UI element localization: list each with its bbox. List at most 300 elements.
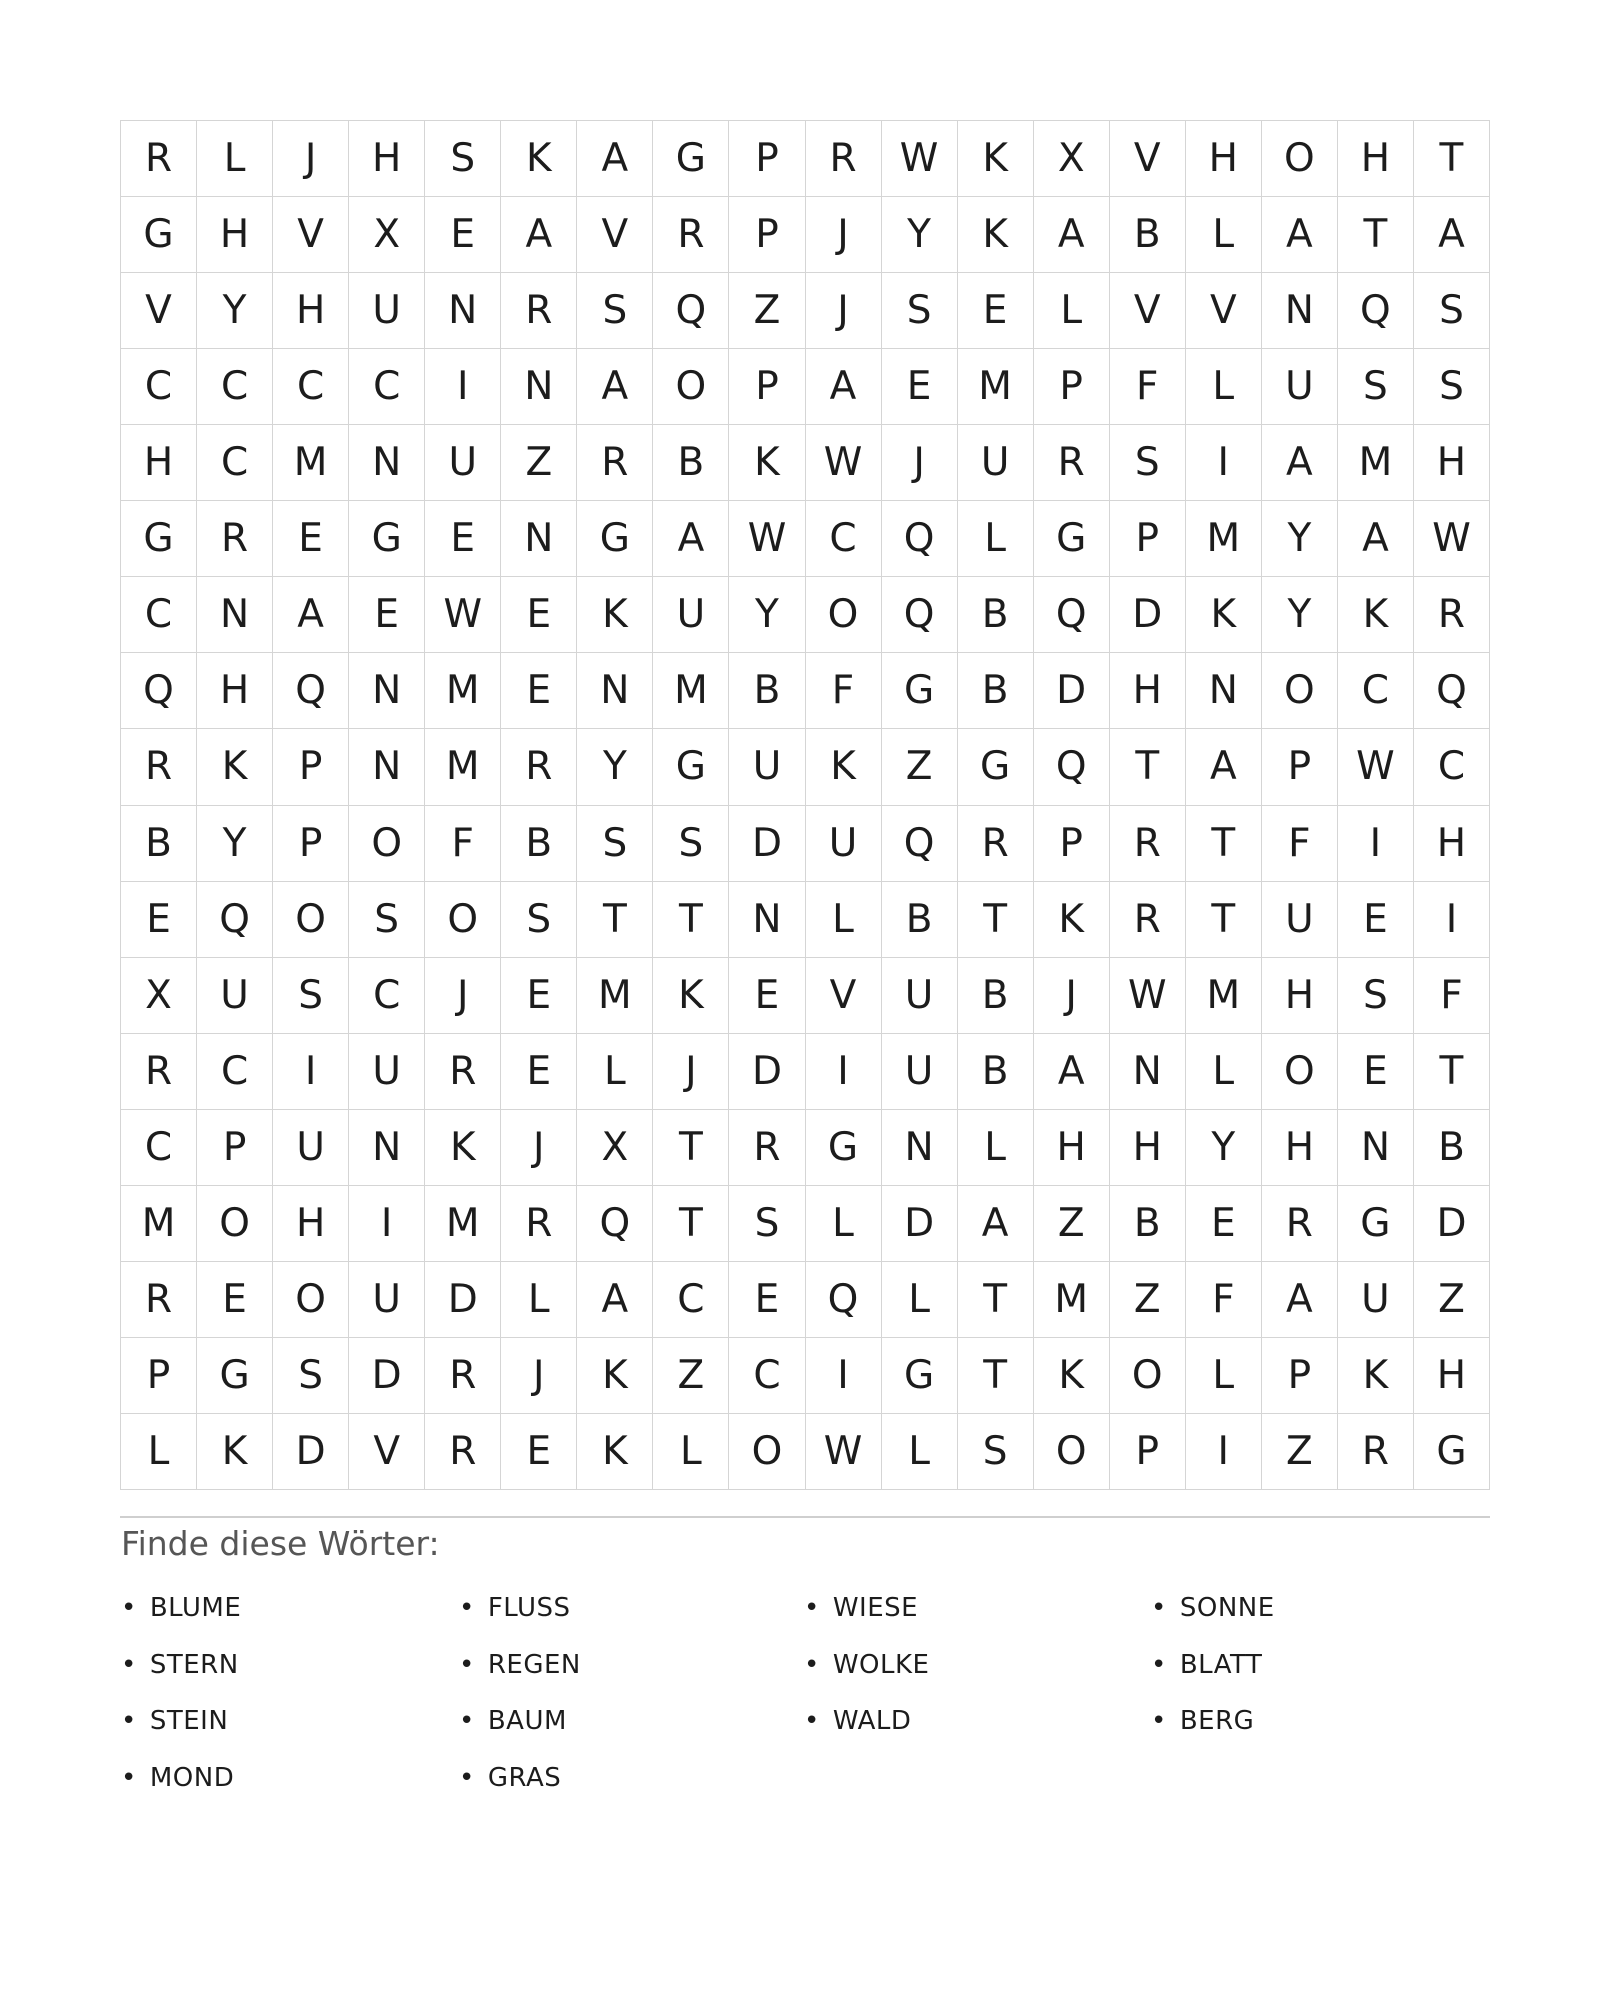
grid-cell[interactable]: O xyxy=(273,1262,349,1338)
grid-cell[interactable]: Q xyxy=(1338,273,1414,349)
grid-cell[interactable]: N xyxy=(425,273,501,349)
grid-cell[interactable]: D xyxy=(1110,577,1186,653)
grid-cell[interactable]: E xyxy=(501,653,577,729)
grid-cell[interactable]: A xyxy=(1338,501,1414,577)
grid-cell[interactable]: C xyxy=(729,1338,805,1414)
grid-cell[interactable]: W xyxy=(1110,958,1186,1034)
grid-cell[interactable]: E xyxy=(197,1262,273,1338)
grid-cell[interactable]: N xyxy=(349,729,425,805)
grid-cell[interactable]: K xyxy=(653,958,729,1034)
grid-cell[interactable]: L xyxy=(1186,349,1262,425)
grid-cell[interactable]: W xyxy=(1338,729,1414,805)
grid-cell[interactable]: V xyxy=(577,197,653,273)
grid-cell[interactable]: L xyxy=(882,1262,958,1338)
grid-cell[interactable]: U xyxy=(349,1034,425,1110)
grid-cell[interactable]: M xyxy=(273,425,349,501)
grid-cell[interactable]: X xyxy=(1034,121,1110,197)
grid-cell[interactable]: D xyxy=(273,1414,349,1490)
grid-cell[interactable]: I xyxy=(1414,882,1490,958)
grid-cell[interactable]: R xyxy=(1110,882,1186,958)
grid-cell[interactable]: L xyxy=(653,1414,729,1490)
grid-cell[interactable]: C xyxy=(197,1034,273,1110)
grid-cell[interactable]: K xyxy=(958,197,1034,273)
grid-cell[interactable]: R xyxy=(425,1034,501,1110)
grid-cell[interactable]: R xyxy=(501,1186,577,1262)
grid-cell[interactable]: L xyxy=(501,1262,577,1338)
grid-cell[interactable]: T xyxy=(958,882,1034,958)
grid-cell[interactable]: F xyxy=(1186,1262,1262,1338)
grid-cell[interactable]: O xyxy=(653,349,729,425)
grid-cell[interactable]: U xyxy=(653,577,729,653)
grid-cell[interactable]: G xyxy=(197,1338,273,1414)
grid-cell[interactable]: P xyxy=(1110,501,1186,577)
grid-cell[interactable]: F xyxy=(806,653,882,729)
grid-cell[interactable]: R xyxy=(501,273,577,349)
grid-cell[interactable]: O xyxy=(349,806,425,882)
grid-cell[interactable]: T xyxy=(958,1338,1034,1414)
grid-cell[interactable]: N xyxy=(197,577,273,653)
grid-cell[interactable]: A xyxy=(501,197,577,273)
grid-cell[interactable]: Z xyxy=(1110,1262,1186,1338)
grid-cell[interactable]: M xyxy=(1338,425,1414,501)
grid-cell[interactable]: R xyxy=(577,425,653,501)
grid-cell[interactable]: Q xyxy=(197,882,273,958)
grid-cell[interactable]: W xyxy=(425,577,501,653)
grid-cell[interactable]: Q xyxy=(577,1186,653,1262)
grid-cell[interactable]: U xyxy=(349,1262,425,1338)
grid-cell[interactable]: R xyxy=(197,501,273,577)
grid-cell[interactable]: F xyxy=(1262,806,1338,882)
grid-cell[interactable]: C xyxy=(1414,729,1490,805)
grid-cell[interactable]: X xyxy=(577,1110,653,1186)
grid-cell[interactable]: T xyxy=(1414,1034,1490,1110)
grid-cell[interactable]: O xyxy=(273,882,349,958)
grid-cell[interactable]: T xyxy=(577,882,653,958)
grid-cell[interactable]: S xyxy=(958,1414,1034,1490)
grid-cell[interactable]: T xyxy=(1338,197,1414,273)
grid-cell[interactable]: R xyxy=(121,121,197,197)
grid-cell[interactable]: J xyxy=(806,197,882,273)
grid-cell[interactable]: L xyxy=(1186,1338,1262,1414)
grid-cell[interactable]: T xyxy=(1186,806,1262,882)
grid-cell[interactable]: K xyxy=(425,1110,501,1186)
grid-cell[interactable]: L xyxy=(197,121,273,197)
grid-cell[interactable]: J xyxy=(653,1034,729,1110)
grid-cell[interactable]: K xyxy=(958,121,1034,197)
grid-cell[interactable]: Q xyxy=(882,501,958,577)
grid-cell[interactable]: L xyxy=(806,882,882,958)
grid-cell[interactable]: Y xyxy=(729,577,805,653)
grid-cell[interactable]: M xyxy=(1034,1262,1110,1338)
grid-cell[interactable]: K xyxy=(1338,1338,1414,1414)
grid-cell[interactable]: K xyxy=(1034,882,1110,958)
grid-cell[interactable]: S xyxy=(729,1186,805,1262)
grid-cell[interactable]: T xyxy=(653,882,729,958)
grid-cell[interactable]: A xyxy=(653,501,729,577)
grid-cell[interactable]: L xyxy=(577,1034,653,1110)
grid-cell[interactable]: X xyxy=(349,197,425,273)
grid-cell[interactable]: N xyxy=(501,501,577,577)
grid-cell[interactable]: K xyxy=(1034,1338,1110,1414)
grid-cell[interactable]: N xyxy=(1338,1110,1414,1186)
grid-cell[interactable]: M xyxy=(121,1186,197,1262)
grid-cell[interactable]: C xyxy=(806,501,882,577)
grid-cell[interactable]: S xyxy=(1110,425,1186,501)
grid-cell[interactable]: H xyxy=(1034,1110,1110,1186)
grid-cell[interactable]: V xyxy=(121,273,197,349)
grid-cell[interactable]: H xyxy=(197,197,273,273)
grid-cell[interactable]: E xyxy=(349,577,425,653)
grid-cell[interactable]: U xyxy=(273,1110,349,1186)
grid-cell[interactable]: S xyxy=(577,806,653,882)
grid-cell[interactable]: T xyxy=(1110,729,1186,805)
grid-cell[interactable]: Z xyxy=(1034,1186,1110,1262)
grid-cell[interactable]: H xyxy=(121,425,197,501)
grid-cell[interactable]: M xyxy=(577,958,653,1034)
grid-cell[interactable]: Z xyxy=(729,273,805,349)
grid-cell[interactable]: H xyxy=(1414,425,1490,501)
grid-cell[interactable]: F xyxy=(1414,958,1490,1034)
grid-cell[interactable]: I xyxy=(806,1034,882,1110)
grid-cell[interactable]: J xyxy=(806,273,882,349)
grid-cell[interactable]: G xyxy=(882,653,958,729)
grid-cell[interactable]: B xyxy=(653,425,729,501)
grid-cell[interactable]: G xyxy=(653,121,729,197)
grid-cell[interactable]: D xyxy=(1414,1186,1490,1262)
grid-cell[interactable]: E xyxy=(1338,1034,1414,1110)
grid-cell[interactable]: G xyxy=(577,501,653,577)
grid-cell[interactable]: I xyxy=(273,1034,349,1110)
grid-cell[interactable]: G xyxy=(121,501,197,577)
grid-cell[interactable]: S xyxy=(425,121,501,197)
grid-cell[interactable]: J xyxy=(1034,958,1110,1034)
grid-cell[interactable]: Q xyxy=(882,577,958,653)
grid-cell[interactable]: Z xyxy=(882,729,958,805)
grid-cell[interactable]: E xyxy=(501,577,577,653)
grid-cell[interactable]: G xyxy=(806,1110,882,1186)
grid-cell[interactable]: U xyxy=(349,273,425,349)
grid-cell[interactable]: H xyxy=(1414,806,1490,882)
grid-cell[interactable]: B xyxy=(882,882,958,958)
grid-cell[interactable]: P xyxy=(273,806,349,882)
grid-cell[interactable]: G xyxy=(121,197,197,273)
grid-cell[interactable]: O xyxy=(806,577,882,653)
grid-cell[interactable]: H xyxy=(349,121,425,197)
grid-cell[interactable]: H xyxy=(1110,653,1186,729)
grid-cell[interactable]: R xyxy=(1110,806,1186,882)
grid-cell[interactable]: D xyxy=(425,1262,501,1338)
grid-cell[interactable]: A xyxy=(1262,425,1338,501)
grid-cell[interactable]: E xyxy=(501,958,577,1034)
grid-cell[interactable]: M xyxy=(425,653,501,729)
grid-cell[interactable]: V xyxy=(1186,273,1262,349)
grid-cell[interactable]: H xyxy=(197,653,273,729)
grid-cell[interactable]: Q xyxy=(1034,577,1110,653)
grid-cell[interactable]: C xyxy=(1338,653,1414,729)
grid-cell[interactable]: V xyxy=(349,1414,425,1490)
grid-cell[interactable]: N xyxy=(1186,653,1262,729)
grid-cell[interactable]: O xyxy=(197,1186,273,1262)
grid-cell[interactable]: B xyxy=(958,653,1034,729)
grid-cell[interactable]: C xyxy=(349,958,425,1034)
grid-cell[interactable]: N xyxy=(349,1110,425,1186)
grid-cell[interactable]: E xyxy=(958,273,1034,349)
grid-cell[interactable]: E xyxy=(729,1262,805,1338)
grid-cell[interactable]: B xyxy=(501,806,577,882)
grid-cell[interactable]: S xyxy=(653,806,729,882)
grid-cell[interactable]: R xyxy=(729,1110,805,1186)
grid-cell[interactable]: D xyxy=(729,1034,805,1110)
grid-cell[interactable]: V xyxy=(1110,121,1186,197)
grid-cell[interactable]: U xyxy=(1262,882,1338,958)
grid-cell[interactable]: W xyxy=(882,121,958,197)
grid-cell[interactable]: C xyxy=(349,349,425,425)
grid-cell[interactable]: E xyxy=(729,958,805,1034)
grid-cell[interactable]: N xyxy=(1110,1034,1186,1110)
grid-cell[interactable]: Y xyxy=(1262,577,1338,653)
grid-cell[interactable]: B xyxy=(121,806,197,882)
grid-cell[interactable]: V xyxy=(806,958,882,1034)
grid-cell[interactable]: W xyxy=(806,1414,882,1490)
grid-cell[interactable]: K xyxy=(577,577,653,653)
grid-cell[interactable]: R xyxy=(1262,1186,1338,1262)
grid-cell[interactable]: C xyxy=(653,1262,729,1338)
grid-cell[interactable]: U xyxy=(729,729,805,805)
grid-cell[interactable]: S xyxy=(501,882,577,958)
grid-cell[interactable]: T xyxy=(1186,882,1262,958)
grid-cell[interactable]: N xyxy=(349,653,425,729)
grid-cell[interactable]: D xyxy=(729,806,805,882)
grid-cell[interactable]: Z xyxy=(653,1338,729,1414)
grid-cell[interactable]: C xyxy=(121,577,197,653)
grid-cell[interactable]: P xyxy=(729,349,805,425)
grid-cell[interactable]: H xyxy=(1414,1338,1490,1414)
grid-cell[interactable]: O xyxy=(1262,653,1338,729)
grid-cell[interactable]: O xyxy=(425,882,501,958)
grid-cell[interactable]: K xyxy=(729,425,805,501)
grid-cell[interactable]: Q xyxy=(1414,653,1490,729)
grid-cell[interactable]: R xyxy=(121,1262,197,1338)
grid-cell[interactable]: J xyxy=(501,1110,577,1186)
grid-cell[interactable]: G xyxy=(958,729,1034,805)
grid-cell[interactable]: E xyxy=(501,1414,577,1490)
grid-cell[interactable]: B xyxy=(958,577,1034,653)
grid-cell[interactable]: D xyxy=(349,1338,425,1414)
grid-cell[interactable]: A xyxy=(577,121,653,197)
grid-cell[interactable]: G xyxy=(349,501,425,577)
grid-cell[interactable]: P xyxy=(1034,349,1110,425)
grid-cell[interactable]: B xyxy=(1414,1110,1490,1186)
grid-cell[interactable]: P xyxy=(729,121,805,197)
grid-cell[interactable]: S xyxy=(349,882,425,958)
grid-cell[interactable]: R xyxy=(1338,1414,1414,1490)
grid-cell[interactable]: X xyxy=(121,958,197,1034)
grid-cell[interactable]: R xyxy=(806,121,882,197)
grid-cell[interactable]: P xyxy=(729,197,805,273)
grid-cell[interactable]: C xyxy=(121,349,197,425)
grid-cell[interactable]: D xyxy=(882,1186,958,1262)
grid-cell[interactable]: R xyxy=(653,197,729,273)
grid-cell[interactable]: B xyxy=(729,653,805,729)
grid-cell[interactable]: R xyxy=(958,806,1034,882)
grid-cell[interactable]: O xyxy=(729,1414,805,1490)
grid-cell[interactable]: N xyxy=(729,882,805,958)
grid-cell[interactable]: T xyxy=(958,1262,1034,1338)
grid-cell[interactable]: Q xyxy=(121,653,197,729)
grid-cell[interactable]: U xyxy=(1338,1262,1414,1338)
grid-cell[interactable]: J xyxy=(273,121,349,197)
grid-cell[interactable]: E xyxy=(425,501,501,577)
grid-cell[interactable]: A xyxy=(1262,1262,1338,1338)
grid-cell[interactable]: J xyxy=(425,958,501,1034)
grid-cell[interactable]: E xyxy=(273,501,349,577)
grid-cell[interactable]: A xyxy=(1034,1034,1110,1110)
grid-cell[interactable]: Y xyxy=(197,806,273,882)
grid-cell[interactable]: H xyxy=(1110,1110,1186,1186)
grid-cell[interactable]: P xyxy=(1262,1338,1338,1414)
grid-cell[interactable]: R xyxy=(425,1338,501,1414)
grid-cell[interactable]: N xyxy=(501,349,577,425)
grid-cell[interactable]: G xyxy=(653,729,729,805)
grid-cell[interactable]: T xyxy=(653,1186,729,1262)
grid-cell[interactable]: G xyxy=(882,1338,958,1414)
grid-cell[interactable]: C xyxy=(197,425,273,501)
grid-cell[interactable]: A xyxy=(806,349,882,425)
grid-cell[interactable]: H xyxy=(273,273,349,349)
grid-cell[interactable]: O xyxy=(1262,1034,1338,1110)
grid-cell[interactable]: M xyxy=(653,653,729,729)
grid-cell[interactable]: Y xyxy=(197,273,273,349)
grid-cell[interactable]: Y xyxy=(882,197,958,273)
grid-cell[interactable]: Y xyxy=(1186,1110,1262,1186)
grid-cell[interactable]: H xyxy=(1262,958,1338,1034)
grid-cell[interactable]: J xyxy=(882,425,958,501)
grid-cell[interactable]: U xyxy=(882,1034,958,1110)
grid-cell[interactable]: S xyxy=(577,273,653,349)
grid-cell[interactable]: Y xyxy=(1262,501,1338,577)
grid-cell[interactable]: W xyxy=(1414,501,1490,577)
grid-cell[interactable]: A xyxy=(1034,197,1110,273)
grid-cell[interactable]: K xyxy=(806,729,882,805)
grid-cell[interactable]: L xyxy=(1186,1034,1262,1110)
grid-cell[interactable]: R xyxy=(121,1034,197,1110)
grid-cell[interactable]: Y xyxy=(577,729,653,805)
grid-cell[interactable]: Z xyxy=(1262,1414,1338,1490)
grid-cell[interactable]: D xyxy=(1034,653,1110,729)
grid-cell[interactable]: U xyxy=(806,806,882,882)
grid-cell[interactable]: S xyxy=(882,273,958,349)
grid-cell[interactable]: Z xyxy=(1414,1262,1490,1338)
grid-cell[interactable]: A xyxy=(958,1186,1034,1262)
grid-cell[interactable]: L xyxy=(958,501,1034,577)
grid-cell[interactable]: M xyxy=(425,1186,501,1262)
grid-cell[interactable]: B xyxy=(1110,1186,1186,1262)
grid-cell[interactable]: P xyxy=(1034,806,1110,882)
grid-cell[interactable]: J xyxy=(501,1338,577,1414)
grid-cell[interactable]: O xyxy=(1034,1414,1110,1490)
grid-cell[interactable]: S xyxy=(1414,349,1490,425)
grid-cell[interactable]: F xyxy=(1110,349,1186,425)
grid-cell[interactable]: U xyxy=(1262,349,1338,425)
grid-cell[interactable]: L xyxy=(121,1414,197,1490)
grid-cell[interactable]: M xyxy=(1186,501,1262,577)
grid-cell[interactable]: T xyxy=(1414,121,1490,197)
grid-cell[interactable]: R xyxy=(121,729,197,805)
grid-cell[interactable]: S xyxy=(1338,349,1414,425)
grid-cell[interactable]: B xyxy=(1110,197,1186,273)
grid-cell[interactable]: A xyxy=(1262,197,1338,273)
grid-cell[interactable]: K xyxy=(197,729,273,805)
grid-cell[interactable]: V xyxy=(1110,273,1186,349)
grid-cell[interactable]: R xyxy=(1034,425,1110,501)
grid-cell[interactable]: U xyxy=(958,425,1034,501)
grid-cell[interactable]: L xyxy=(1186,197,1262,273)
grid-cell[interactable]: C xyxy=(197,349,273,425)
grid-cell[interactable]: E xyxy=(425,197,501,273)
grid-cell[interactable]: B xyxy=(958,1034,1034,1110)
grid-cell[interactable]: P xyxy=(1262,729,1338,805)
grid-cell[interactable]: R xyxy=(425,1414,501,1490)
grid-cell[interactable]: Z xyxy=(501,425,577,501)
grid-cell[interactable]: K xyxy=(577,1338,653,1414)
grid-cell[interactable]: F xyxy=(425,806,501,882)
grid-cell[interactable]: N xyxy=(1262,273,1338,349)
grid-cell[interactable]: H xyxy=(1186,121,1262,197)
grid-cell[interactable]: S xyxy=(273,958,349,1034)
grid-cell[interactable]: E xyxy=(1186,1186,1262,1262)
grid-cell[interactable]: K xyxy=(577,1414,653,1490)
grid-cell[interactable]: Q xyxy=(653,273,729,349)
grid-cell[interactable]: N xyxy=(577,653,653,729)
grid-cell[interactable]: I xyxy=(1186,1414,1262,1490)
grid-cell[interactable]: O xyxy=(1262,121,1338,197)
grid-cell[interactable]: Q xyxy=(273,653,349,729)
grid-cell[interactable]: G xyxy=(1034,501,1110,577)
grid-cell[interactable]: H xyxy=(1262,1110,1338,1186)
grid-cell[interactable]: L xyxy=(958,1110,1034,1186)
grid-cell[interactable]: S xyxy=(1414,273,1490,349)
grid-cell[interactable]: L xyxy=(882,1414,958,1490)
grid-cell[interactable]: S xyxy=(1338,958,1414,1034)
grid-cell[interactable]: N xyxy=(882,1110,958,1186)
grid-cell[interactable]: A xyxy=(577,1262,653,1338)
grid-cell[interactable]: M xyxy=(958,349,1034,425)
grid-cell[interactable]: K xyxy=(1186,577,1262,653)
grid-cell[interactable]: Q xyxy=(1034,729,1110,805)
grid-cell[interactable]: Q xyxy=(882,806,958,882)
grid-cell[interactable]: K xyxy=(197,1414,273,1490)
grid-cell[interactable]: H xyxy=(1338,121,1414,197)
grid-cell[interactable]: S xyxy=(273,1338,349,1414)
grid-cell[interactable]: B xyxy=(958,958,1034,1034)
grid-cell[interactable]: M xyxy=(425,729,501,805)
grid-cell[interactable]: I xyxy=(349,1186,425,1262)
grid-cell[interactable]: I xyxy=(1338,806,1414,882)
grid-cell[interactable]: A xyxy=(1414,197,1490,273)
grid-cell[interactable]: K xyxy=(501,121,577,197)
grid-cell[interactable]: E xyxy=(501,1034,577,1110)
grid-cell[interactable]: W xyxy=(806,425,882,501)
grid-cell[interactable]: P xyxy=(121,1338,197,1414)
grid-cell[interactable]: U xyxy=(425,425,501,501)
grid-cell[interactable]: U xyxy=(197,958,273,1034)
grid-cell[interactable]: L xyxy=(806,1186,882,1262)
grid-cell[interactable]: T xyxy=(653,1110,729,1186)
grid-cell[interactable]: V xyxy=(273,197,349,273)
grid-cell[interactable]: I xyxy=(1186,425,1262,501)
grid-cell[interactable]: P xyxy=(197,1110,273,1186)
grid-cell[interactable]: R xyxy=(1414,577,1490,653)
